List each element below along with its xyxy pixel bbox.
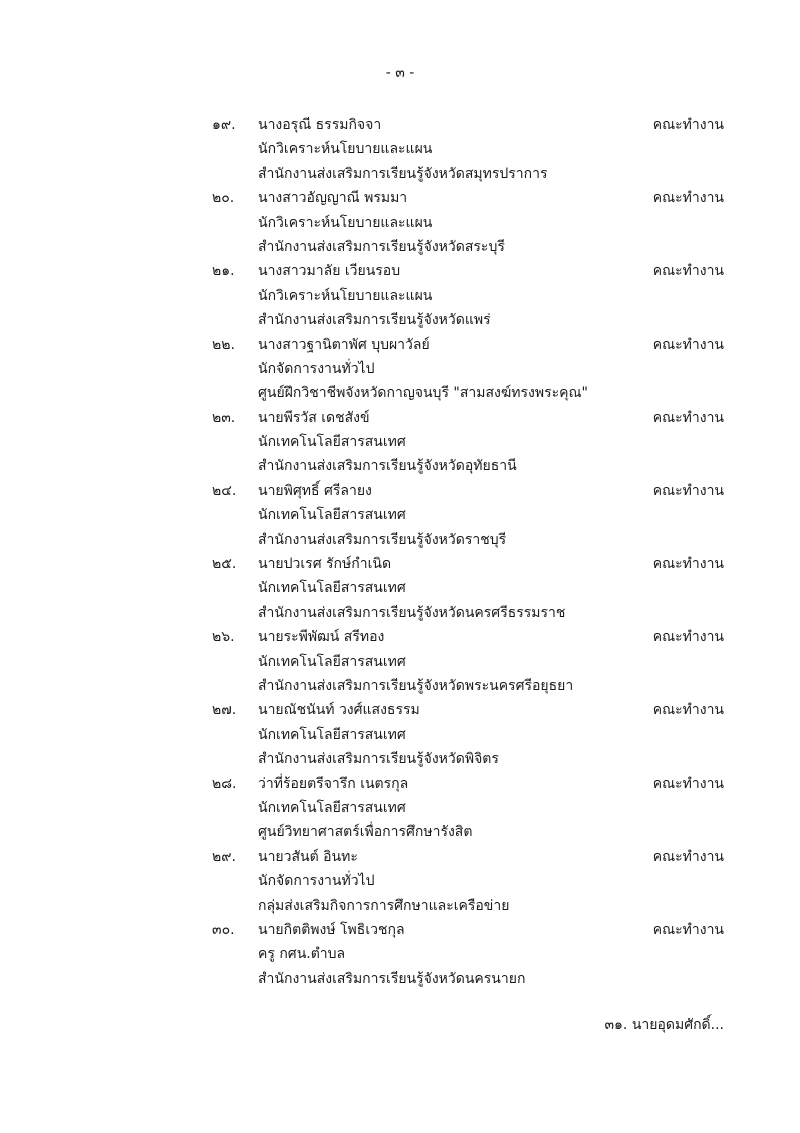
member-office: สำนักงานส่งเสริมการเรียนรู้จังหวัดพระนครศรีอยุธยา <box>258 677 574 694</box>
member-role: คณะทำงาน <box>652 921 724 938</box>
continuation-note: ๓๑. นายอุดมศักดิ์... <box>604 1017 724 1033</box>
member-name: นายพิศุทธิ์ ศรีลายง <box>258 482 372 499</box>
entry-number: ๑๙. <box>212 117 236 133</box>
member-office: ศูนย์วิทยาศาสตร์เพื่อการศึกษารังสิต <box>258 824 473 841</box>
member-name: นางอรุณี ธรรมกิจจา <box>258 117 382 133</box>
member-name: นายระพีพัฒน์ สรีทอง <box>258 629 385 646</box>
member-name: นางสาวอัญญาณี พรมมา <box>258 190 408 207</box>
member-office: ศูนย์ฝึกวิชาชีพจังหวัดกาญจนบุรี "สามสงฆ์ทรงพระคุณ" <box>258 385 588 402</box>
member-office: สำนักงานส่งเสริมการเรียนรู้จังหวัดนครนายก <box>258 970 526 987</box>
member-role: คณะทำงาน <box>652 848 724 865</box>
member-entry <box>0 918 800 991</box>
member-entry <box>0 406 800 479</box>
member-name: นายพีรวัส เดชสังข์ <box>258 409 370 426</box>
member-role: คณะทำงาน <box>652 263 724 280</box>
entry-number: ๒๗. <box>212 702 237 719</box>
member-role: คณะทำงาน <box>652 190 724 207</box>
entry-number: ๒๒. <box>212 336 235 353</box>
member-entry <box>0 259 800 332</box>
member-name: ว่าที่ร้อยตรีจารึก เนตรกุล <box>258 775 409 792</box>
member-role: คณะทำงาน <box>652 482 724 499</box>
member-office: สำนักงานส่งเสริมการเรียนรู้จังหวัดสมุทรปราการ <box>258 165 548 182</box>
member-list <box>0 113 800 991</box>
member-name: นายปวเรศ รักษ์กำเนิด <box>258 556 392 573</box>
member-position: นักวิเคราะห์นโยบายและแผน <box>258 214 433 231</box>
member-office: สำนักงานส่งเสริมการเรียนรู้จังหวัดนครศรีธรรมราช <box>258 604 566 621</box>
member-entry <box>0 552 800 625</box>
member-name: นายกิตติพงษ์ โพธิเวชกุล <box>258 921 405 938</box>
member-role: คณะทำงาน <box>652 629 724 646</box>
member-entry <box>0 479 800 552</box>
member-entry <box>0 186 800 259</box>
member-position: นักเทคโนโลยีสารสนเทศ <box>258 580 406 597</box>
member-role: คณะทำงาน <box>652 556 724 573</box>
entry-number: ๒๔. <box>212 482 237 499</box>
entry-number: ๒๕. <box>212 556 237 573</box>
entry-number: ๒๖. <box>212 629 235 646</box>
member-name: นางสาวฐานิตาพัศ บุบผาวัลย์ <box>258 336 430 353</box>
member-role: คณะทำงาน <box>652 409 724 426</box>
member-entry <box>0 113 800 186</box>
entry-number: ๓๐. <box>212 921 235 938</box>
entry-number: ๒๑. <box>212 263 235 280</box>
entry-number: ๒๙. <box>212 848 236 865</box>
member-entry <box>0 845 800 918</box>
member-name: นายณัชนันท์ วงศ์แสงธรรม <box>258 702 420 719</box>
member-position: นักจัดการงานทั่วไป <box>258 873 375 890</box>
member-position: นักเทคโนโลยีสารสนเทศ <box>258 653 406 670</box>
member-position: นักเทคโนโลยีสารสนเทศ <box>258 799 406 816</box>
member-office: สำนักงานส่งเสริมการเรียนรู้จังหวัดราชบุรี <box>258 531 507 548</box>
member-entry <box>0 625 800 698</box>
entry-number: ๒๓. <box>212 409 236 426</box>
member-office: สำนักงานส่งเสริมการเรียนรู้จังหวัดพิจิตร <box>258 751 499 768</box>
member-position: ครู กศน.ตำบล <box>258 946 346 963</box>
entry-number: ๒๐. <box>212 190 235 207</box>
entry-number: ๒๘. <box>212 775 237 792</box>
member-role: คณะทำงาน <box>652 336 724 353</box>
member-position: นักเทคโนโลยีสารสนเทศ <box>258 726 406 743</box>
member-entry <box>0 772 800 845</box>
member-entry <box>0 333 800 406</box>
member-office: สำนักงานส่งเสริมการเรียนรู้จังหวัดอุทัยธานี <box>258 458 517 475</box>
member-position: นักวิเคราะห์นโยบายและแผน <box>258 287 433 304</box>
member-position: นักเทคโนโลยีสารสนเทศ <box>258 434 406 451</box>
member-position: นักจัดการงานทั่วไป <box>258 360 375 377</box>
member-office: สำนักงานส่งเสริมการเรียนรู้จังหวัดสระบุรี <box>258 238 505 255</box>
member-role: คณะทำงาน <box>652 702 724 719</box>
member-position: นักเทคโนโลยีสารสนเทศ <box>258 507 406 524</box>
member-role: คณะทำงาน <box>652 117 724 133</box>
member-office: กลุ่มส่งเสริมกิจการการศึกษาและเครือข่าย <box>258 897 510 914</box>
member-name: นางสาวมาลัย เวียนรอบ <box>258 263 401 280</box>
member-position: นักวิเคราะห์นโยบายและแผน <box>258 141 433 158</box>
member-entry <box>0 698 800 771</box>
member-role: คณะทำงาน <box>652 775 724 792</box>
page-number: - ๓ - <box>385 65 415 81</box>
member-name: นายวสันต์ อินทะ <box>258 848 358 865</box>
member-office: สำนักงานส่งเสริมการเรียนรู้จังหวัดแพร่ <box>258 312 491 329</box>
